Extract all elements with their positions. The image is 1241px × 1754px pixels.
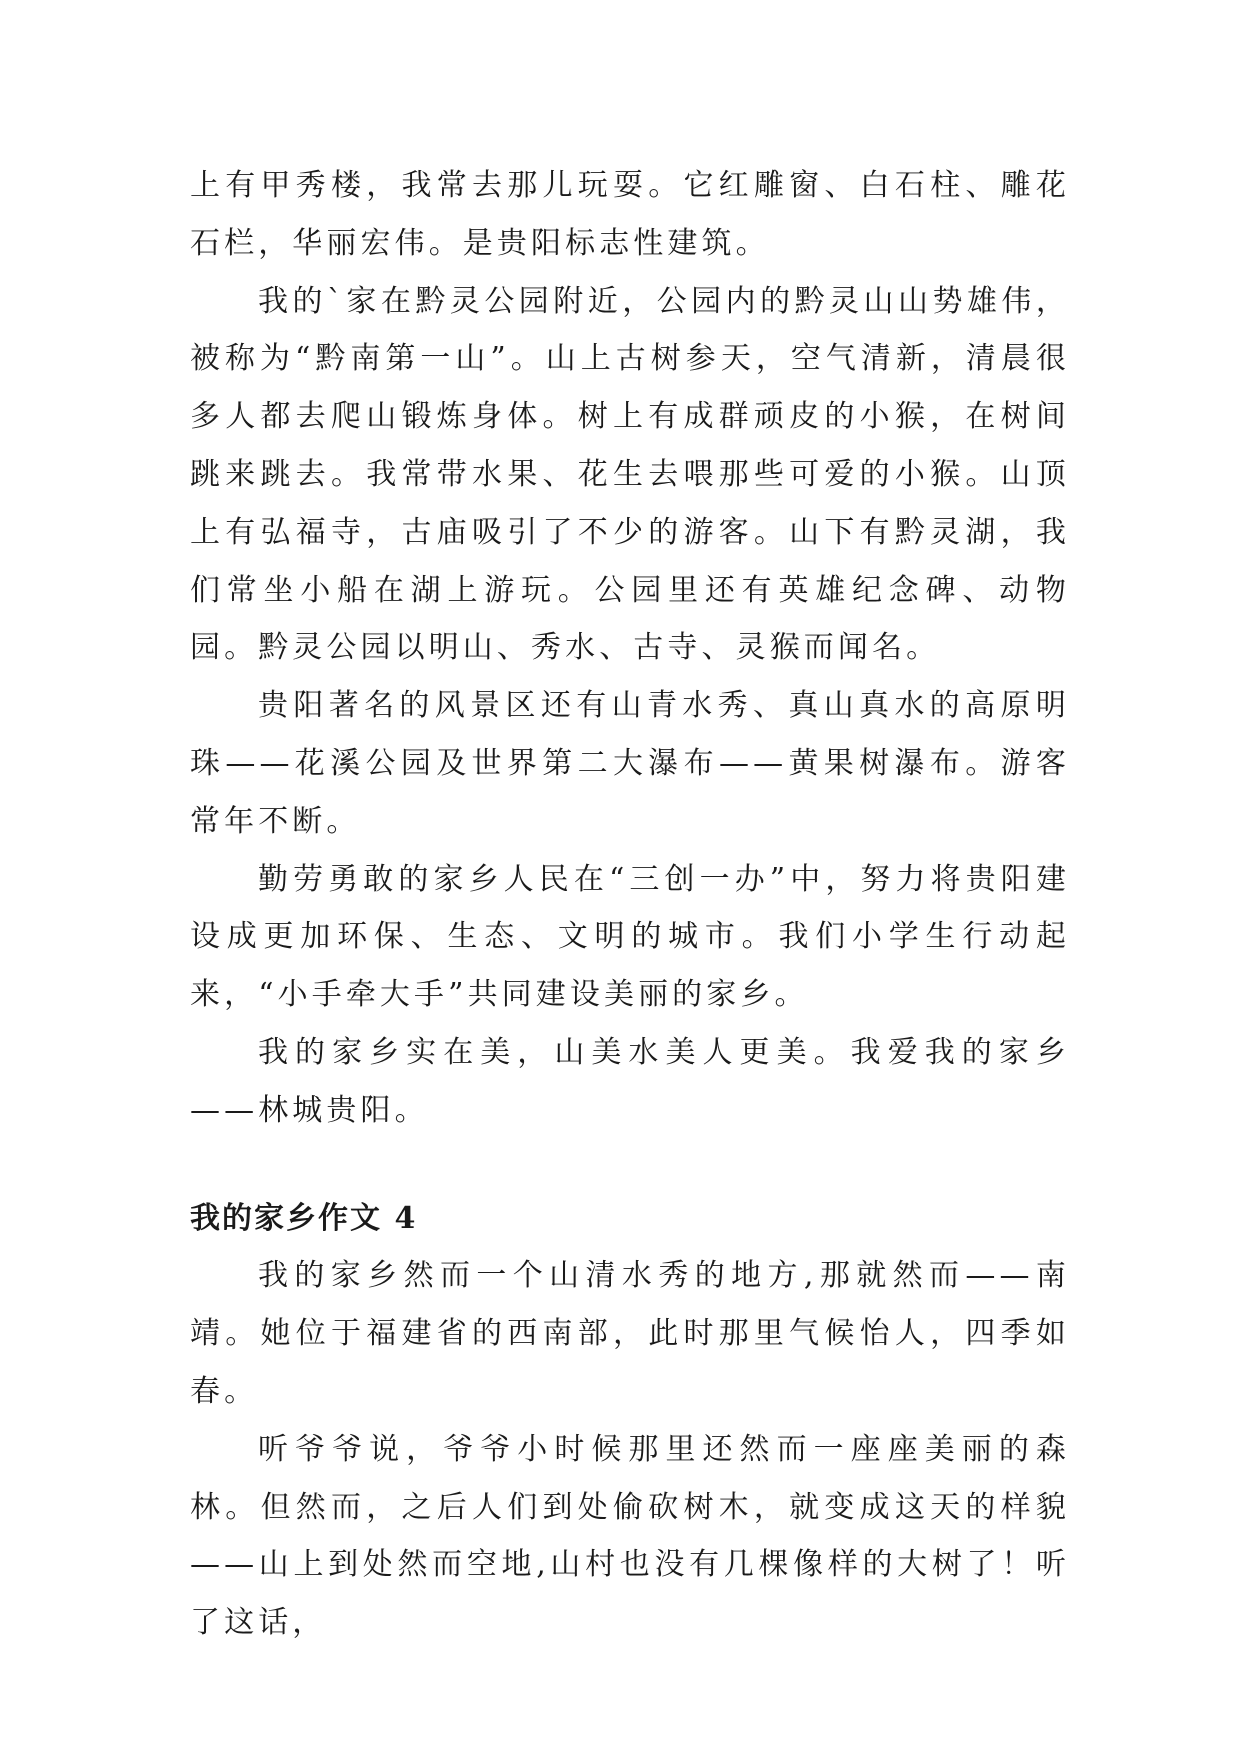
paragraph-grandpa-story: 听爷爷说，爷爷小时候那里还然而一座座美丽的森林。但然而，之后人们到处偷砍树木，就变成这天的样貌——山上到处然而空地,山村也没有几棵像样的大树了！听了这话， xyxy=(190,1431,1070,1641)
paragraph-scenic-spots: 贵阳著名的风景区还有山青水秀、真山真水的高原明珠——花溪公园及世界第二大瀑布——黄果树瀑布。游客常年不断。 xyxy=(190,688,1070,839)
paragraph-qianling-park: 我的`家在黔灵公园附近，公园内的黔灵山山势雄伟，被称为“黔南第一山”。山上古树参天，空气清新，清晨很多人都去爬山锻炼身体。树上有成群顽皮的小猴，在树间跳来跳去。我常带水果、花生去喂那些可爱的小猴。山顶上有弘福寺，古庙吸引了不少的游客。山下有黔灵湖，我们常坐小船在湖上游玩。公园里还有英雄纪念碑、动物园。黔灵公园以明山、秀水、古寺、灵猴而闻名。 xyxy=(190,283,1070,666)
paragraph-ending: 我的家乡实在美，山美水美人更美。我爱我的家乡——林城贵阳。 xyxy=(190,1034,1070,1128)
essay-title: 我的家乡作文 4 xyxy=(190,1200,418,1236)
paragraph-hometown-people: 勤劳勇敢的家乡人民在“三创一办”中，努力将贵阳建设成更加环保、生态、文明的城市。我们小学生行动起来，“小手牵大手”共同建设美丽的家乡。 xyxy=(190,861,1070,1013)
document-body xyxy=(190,157,1070,1652)
paragraph-jiaxiu-tower: 上有甲秀楼，我常去那儿玩耍。它红雕窗、白石柱、雕花石栏，华丽宏伟。是贵阳标志性建筑。 xyxy=(190,168,1070,261)
paragraph-nanjing-intro: 我的家乡然而一个山清水秀的地方,那就然而——南靖。她位于福建省的西南部，此时那里气候怡人，四季如春。 xyxy=(190,1258,1070,1409)
